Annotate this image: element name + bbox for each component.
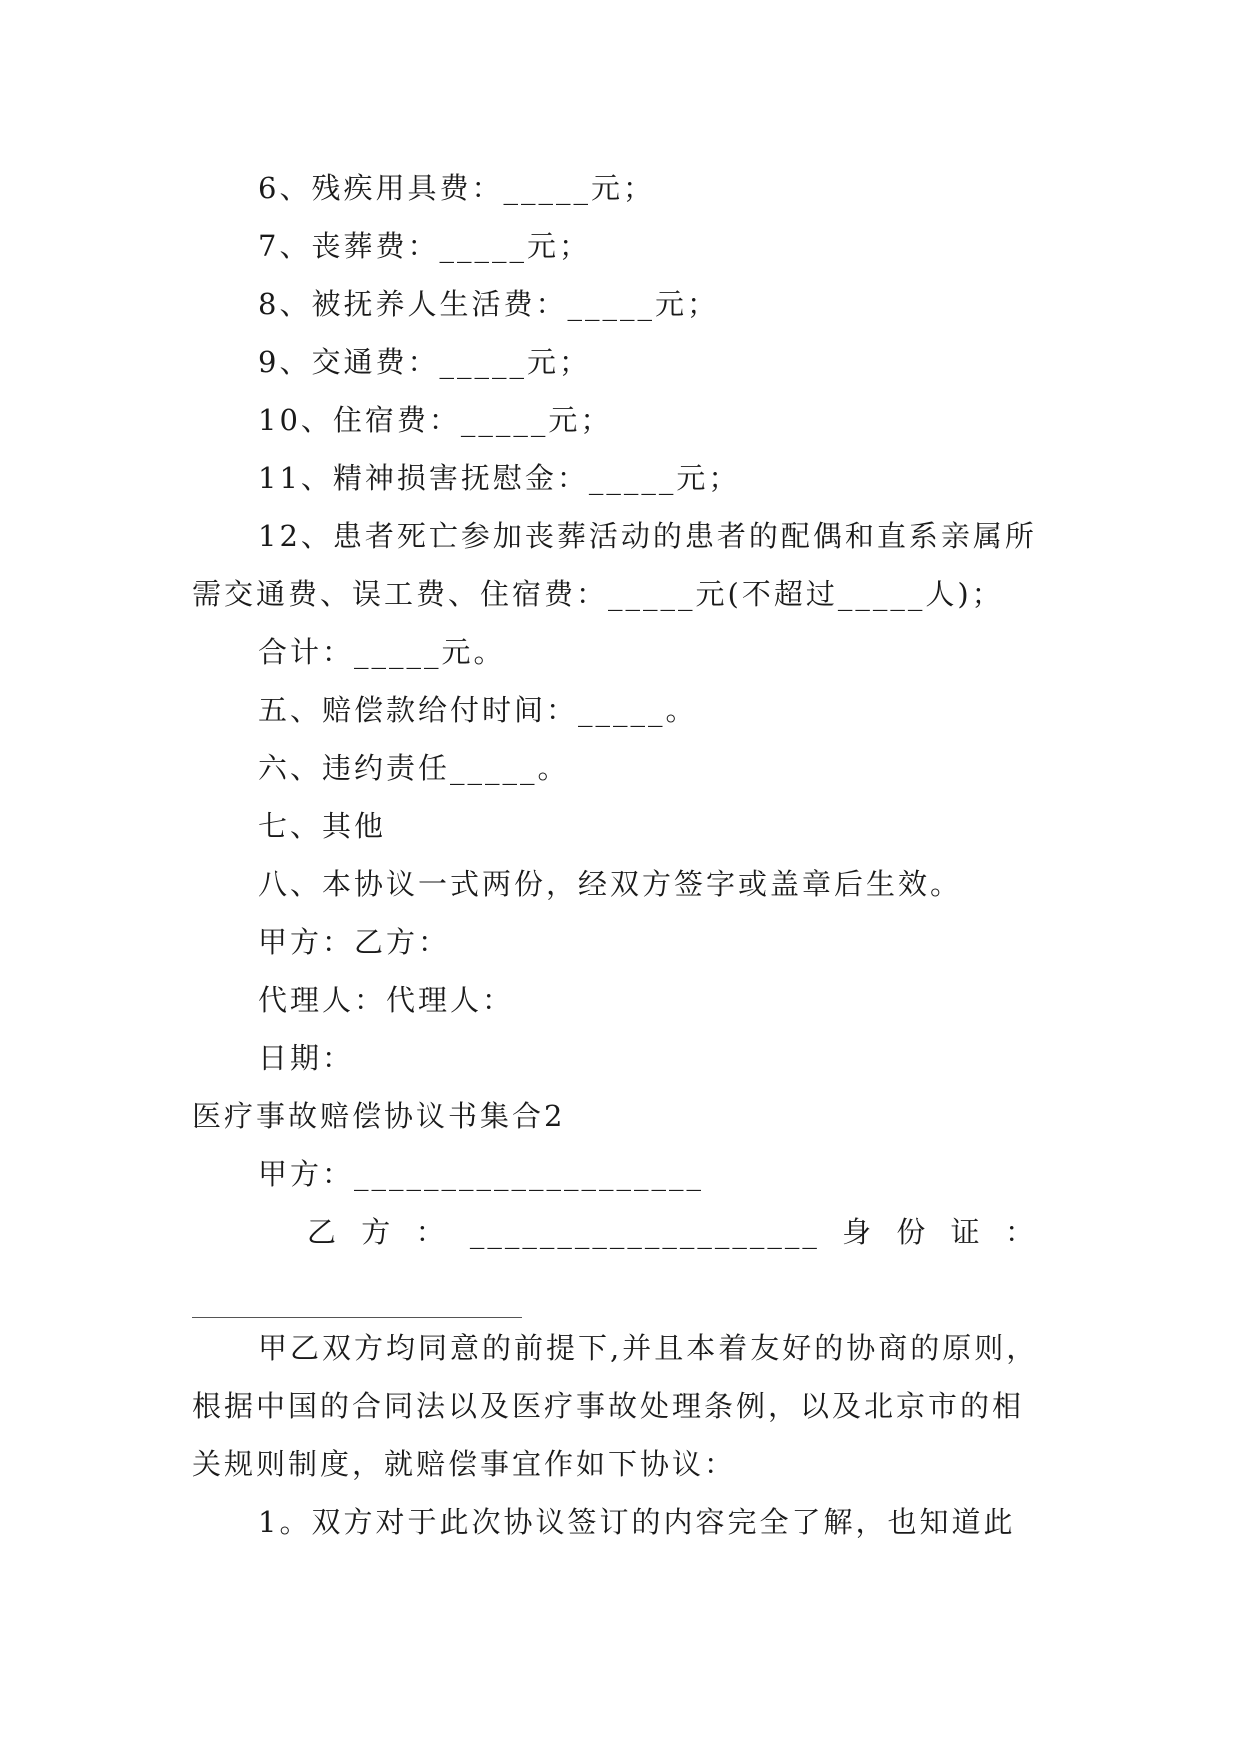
id-colon: ： xyxy=(1004,1215,1037,1249)
item-total: 合计：_____元。 xyxy=(258,635,506,669)
preamble-line-3: 关规则制度，就赔偿事宜作如下协议： xyxy=(192,1447,737,1481)
preamble-line-1: 甲乙双方均同意的前提下,并且本着友好的协商的原则， xyxy=(258,1331,1039,1365)
preamble-line-2: 根据中国的合同法以及医疗事故处理条例，以及北京市的相 xyxy=(192,1389,1025,1423)
clause-copies-effective: 八、本协议一式两份，经双方签字或盖章后生效。 xyxy=(258,867,963,901)
id-char-3: 证 xyxy=(950,1215,983,1249)
section-title: 医疗事故赔偿协议书集合2 xyxy=(192,1099,566,1133)
party-b-colon: ： xyxy=(415,1215,448,1249)
clause-other: 七、其他 xyxy=(258,809,387,843)
clause-1: 1。双方对于此次协议签订的内容完全了解，也知道此 xyxy=(258,1505,1016,1539)
signature-parties: 甲方：乙方： xyxy=(258,925,451,959)
item-relatives-expenses-line2: 需交通费、误工费、住宿费：_____元(不超过_____人)； xyxy=(192,577,1004,611)
id-blank-rule xyxy=(192,1317,522,1318)
item-disability-equipment-fee: 6、残疾用具费：_____元； xyxy=(258,171,655,205)
item-mental-damage-fee: 11、精神损害抚慰金：_____元； xyxy=(258,461,741,495)
item-funeral-fee: 7、丧葬费：_____元； xyxy=(258,229,591,263)
item-relatives-expenses-line1: 12、患者死亡参加丧葬活动的患者的配偶和直系亲属所 xyxy=(258,519,1037,553)
id-char-1: 身 xyxy=(842,1215,875,1249)
signature-agents: 代理人：代理人： xyxy=(258,983,515,1017)
party-b-char-2: 方 xyxy=(361,1215,394,1249)
item-dependent-living-fee: 8、被抚养人生活费：_____元； xyxy=(258,287,719,321)
item-transport-fee: 9、交通费：_____元； xyxy=(258,345,591,379)
party-b-id-line xyxy=(307,1212,1037,1252)
clause-payment-time: 五、赔偿款给付时间：_____。 xyxy=(258,693,698,727)
signature-date: 日期： xyxy=(258,1041,355,1075)
party-b-blank: ____________________ xyxy=(469,1215,820,1249)
item-accommodation-fee: 10、住宿费：_____元； xyxy=(258,403,613,437)
id-char-2: 份 xyxy=(896,1215,929,1249)
clause-breach-liability: 六、违约责任_____。 xyxy=(258,751,570,785)
party-a-line: 甲方：____________________ xyxy=(258,1157,705,1191)
party-b-char-1: 乙 xyxy=(307,1215,340,1249)
